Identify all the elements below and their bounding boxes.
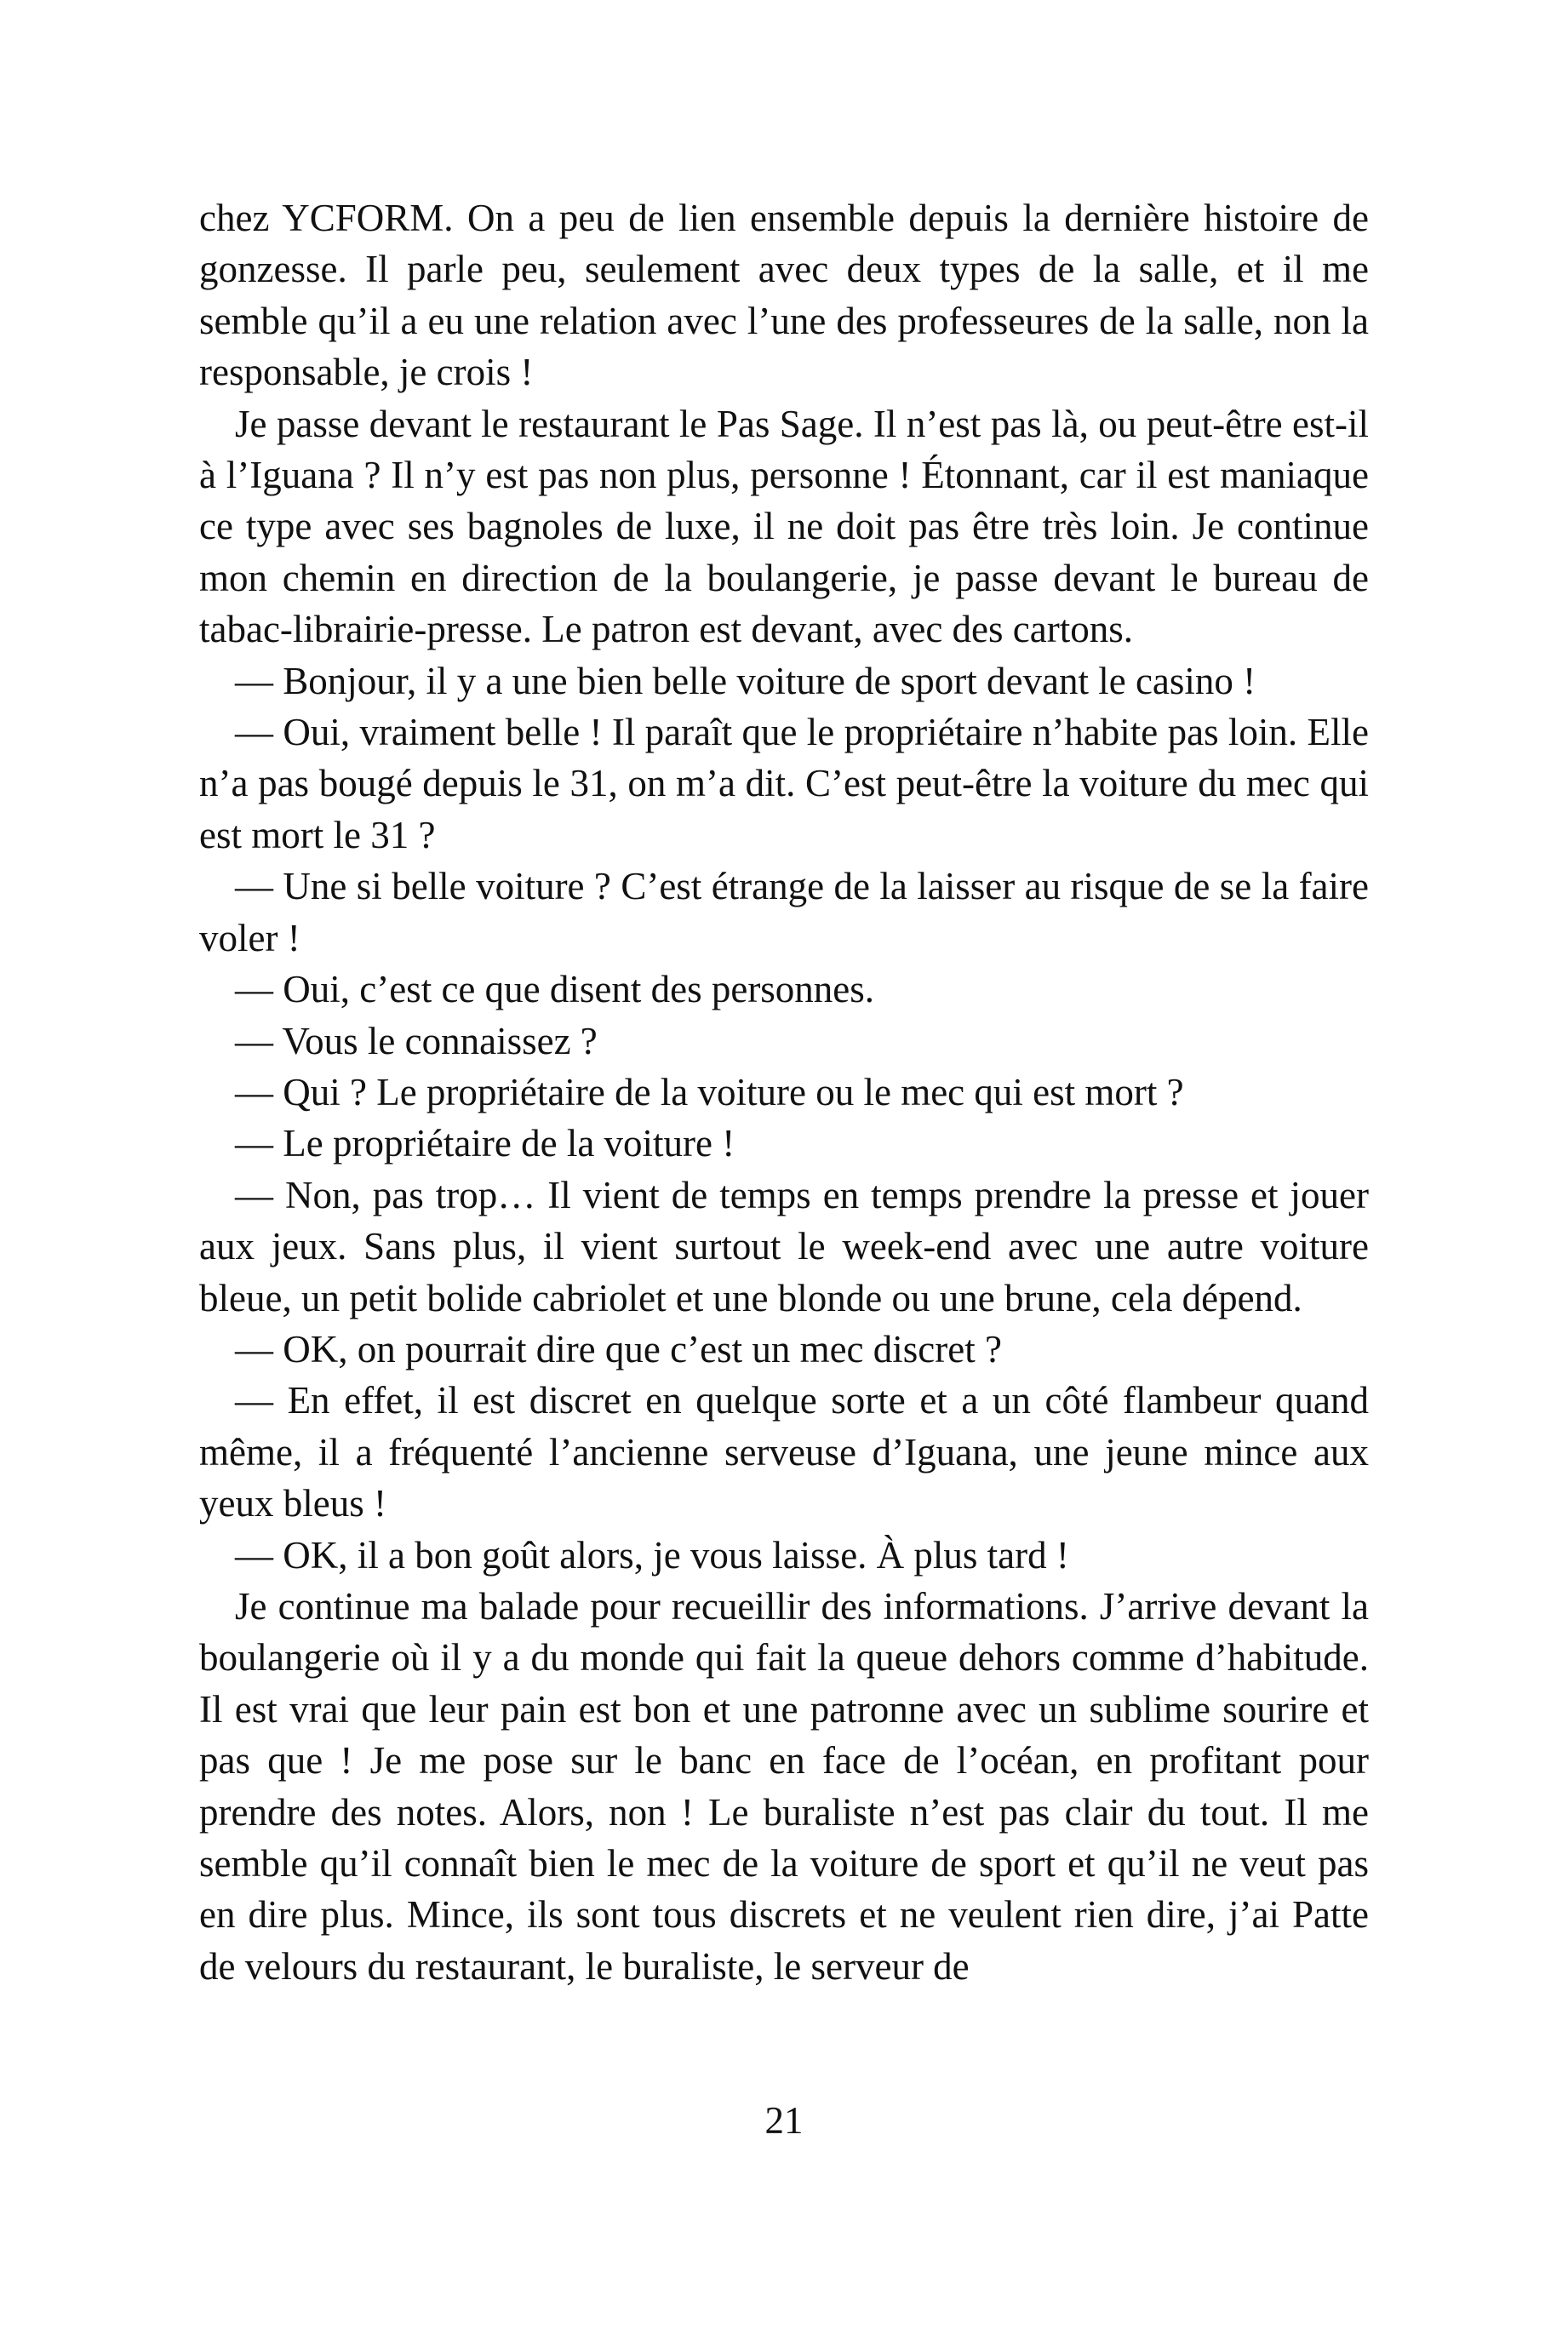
paragraph: chez YCFORM. On a peu de lien ensemble depuis la dernière histoire de gonzesse. Il parle peu, seulement avec deux types de la salle, et il me semble qu’il a eu une relation avec l’une des professeures de la salle, non la responsable, je crois ! bbox=[199, 197, 1369, 394]
paragraph: Je passe devant le restaurant le Pas Sage. Il n’est pas là, ou peut-être est-il à l’Iguana ? Il n’y est pas non plus, personne ! Étonnant, car il est maniaque ce type avec ses bagnoles de luxe, il ne doit pas être très loin. Je continue mon chemin en direction de la boulangerie, je passe devant le bureau de tabac-librairie-presse. Le patron est devant, avec des cartons. bbox=[199, 402, 1369, 651]
dialogue-line: — En effet, il est discret en quelque sorte et a un côté flambeur quand même, il a fréquenté l’ancienne serveuse d’Iguana, une jeune mince aux yeux bleus ! bbox=[199, 1379, 1369, 1525]
dialogue-line: — Bonjour, il y a une bien belle voiture de sport devant le casino ! bbox=[235, 659, 1256, 702]
dialogue-line: — Vous le connaissez ? bbox=[235, 1019, 598, 1062]
dialogue-line: — Oui, vraiment belle ! Il paraît que le propriétaire n’habite pas loin. Elle n’a pas bougé depuis le 31, on m’a dit. C’est peut-être la voiture du mec qui est mort le 31 ? bbox=[199, 711, 1369, 856]
dialogue-line: — Le propriétaire de la voiture ! bbox=[235, 1122, 735, 1165]
dialogue-line: — OK, on pourrait dire que c’est un mec discret ? bbox=[235, 1327, 1002, 1371]
dialogue-line: — Oui, c’est ce que disent des personnes. bbox=[235, 968, 875, 1011]
dialogue-line: — Non, pas trop… Il vient de temps en temps prendre la presse et jouer aux jeux. Sans plus, il vient surtout le week-end avec une autre voiture bleue, un petit bolide cabriolet et une blonde ou une brune, cela dépend. bbox=[199, 1173, 1369, 1319]
dialogue-line: — Qui ? Le propriétaire de la voiture ou le mec qui est mort ? bbox=[235, 1070, 1184, 1113]
dialogue-line: — Une si belle voiture ? C’est étrange de la laisser au risque de se la faire voler ! bbox=[199, 865, 1369, 959]
page-number: 21 bbox=[764, 2099, 804, 2142]
dialogue-line: — OK, il a bon goût alors, je vous laisse. À plus tard ! bbox=[235, 1533, 1069, 1577]
paragraph: Je continue ma balade pour recueillir des informations. J’arrive devant la boulangerie où il y a du monde qui fait la queue dehors comme d’habitude. Il est vrai que leur pain est bon et une patronne avec un sublime sourire et pas que ! Je me pose sur le banc en face de l’océan, en profitant pour prendre des notes. Alors, non ! Le buraliste n’est pas clair du tout. Il me semble qu’il connaît bien le mec de la voiture de sport et qu’il ne veut pas en dire plus. Mince, ils sont tous discrets et ne veulent rien dire, j’ai Patte de velours du restaurant, le buraliste, le serveur de bbox=[199, 1584, 1369, 1988]
page-body bbox=[199, 192, 1369, 1992]
